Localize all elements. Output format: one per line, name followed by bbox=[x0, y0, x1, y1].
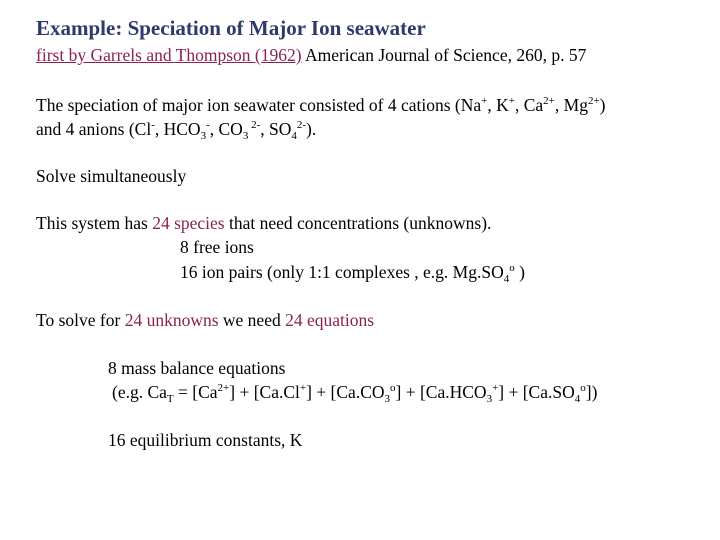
intro-text: , K bbox=[487, 95, 509, 115]
charge: - bbox=[206, 119, 210, 131]
slide-title: Example: Speciation of Major Ion seawater bbox=[36, 16, 426, 40]
pairs-text: 16 ion pairs (only 1:1 complexes , e.g. Mg.SO bbox=[180, 262, 504, 282]
unknowns-highlight: 24 unknowns bbox=[124, 310, 219, 330]
charge: 2- bbox=[248, 119, 261, 131]
subscript: 4 bbox=[291, 130, 297, 142]
equation-text: = [Ca bbox=[173, 382, 218, 402]
intro-text: , Mg bbox=[554, 95, 588, 115]
subscript: 3 bbox=[242, 130, 249, 142]
species-highlight: 24 species bbox=[152, 213, 225, 233]
equation-text: ] + [Ca.Cl bbox=[229, 382, 300, 402]
superscript: o bbox=[509, 262, 515, 274]
equation-text: ] + [Ca.CO bbox=[306, 382, 385, 402]
subscript: 4 bbox=[574, 393, 581, 405]
solve-simultaneously: Solve simultaneously bbox=[36, 166, 187, 186]
subscript: 3 bbox=[200, 130, 207, 142]
ion-pairs-line bbox=[180, 262, 525, 285]
equation-text: ]) bbox=[585, 382, 598, 402]
intro-text: and 4 anions (Cl bbox=[36, 119, 152, 139]
equation-text: ] + [Ca.SO bbox=[498, 382, 575, 402]
solve-for-line bbox=[36, 310, 374, 330]
subscript: 3 bbox=[384, 393, 391, 405]
mass-balance-label: 8 mass balance equations bbox=[108, 358, 286, 378]
intro-text: ). bbox=[306, 119, 317, 139]
intro-text: , SO bbox=[260, 119, 292, 139]
intro-text: , Ca bbox=[514, 95, 544, 115]
superscript: + bbox=[299, 382, 307, 394]
charge: 2+ bbox=[587, 95, 600, 107]
subscript: T bbox=[166, 393, 174, 405]
subscript: 3 bbox=[486, 393, 493, 405]
charge: - bbox=[151, 119, 155, 131]
intro-text: , HCO bbox=[154, 119, 201, 139]
superscript: + bbox=[492, 382, 499, 394]
solve-for-text: To solve for bbox=[36, 310, 125, 330]
source-link[interactable]: first by Garrels and Thompson (1962) bbox=[36, 45, 302, 65]
pairs-text: ) bbox=[514, 262, 525, 282]
free-ions-line: 8 free ions bbox=[180, 237, 254, 257]
subscript: 4 bbox=[503, 273, 510, 285]
system-line bbox=[36, 213, 491, 233]
system-text: This system has bbox=[36, 213, 153, 233]
charge: + bbox=[481, 95, 488, 107]
system-text: that need concentrations (unknowns). bbox=[224, 213, 492, 233]
charge: 2- bbox=[296, 119, 307, 131]
intro-text: ) bbox=[599, 95, 606, 115]
intro-text: , CO bbox=[209, 119, 243, 139]
intro-line-1 bbox=[36, 95, 606, 115]
equations-highlight: 24 equations bbox=[285, 310, 375, 330]
source-citation bbox=[36, 45, 586, 65]
solve-for-text: we need bbox=[218, 310, 286, 330]
equation-text: ] + [Ca.HCO bbox=[395, 382, 487, 402]
intro-line-2 bbox=[36, 119, 317, 142]
charge: 2+ bbox=[543, 95, 555, 107]
equilibrium-constants: 16 equilibrium constants, K bbox=[108, 430, 303, 450]
charge: + bbox=[508, 95, 515, 107]
source-rest: American Journal of Science, 260, p. 57 bbox=[301, 45, 587, 65]
intro-text: The speciation of major ion seawater consisted of 4 cations (Na bbox=[36, 95, 482, 115]
superscript: 2+ bbox=[217, 382, 230, 394]
mass-balance-example bbox=[112, 382, 598, 405]
superscript: o bbox=[580, 382, 586, 394]
equation-text: (e.g. Ca bbox=[112, 382, 167, 402]
superscript: o bbox=[390, 382, 396, 394]
